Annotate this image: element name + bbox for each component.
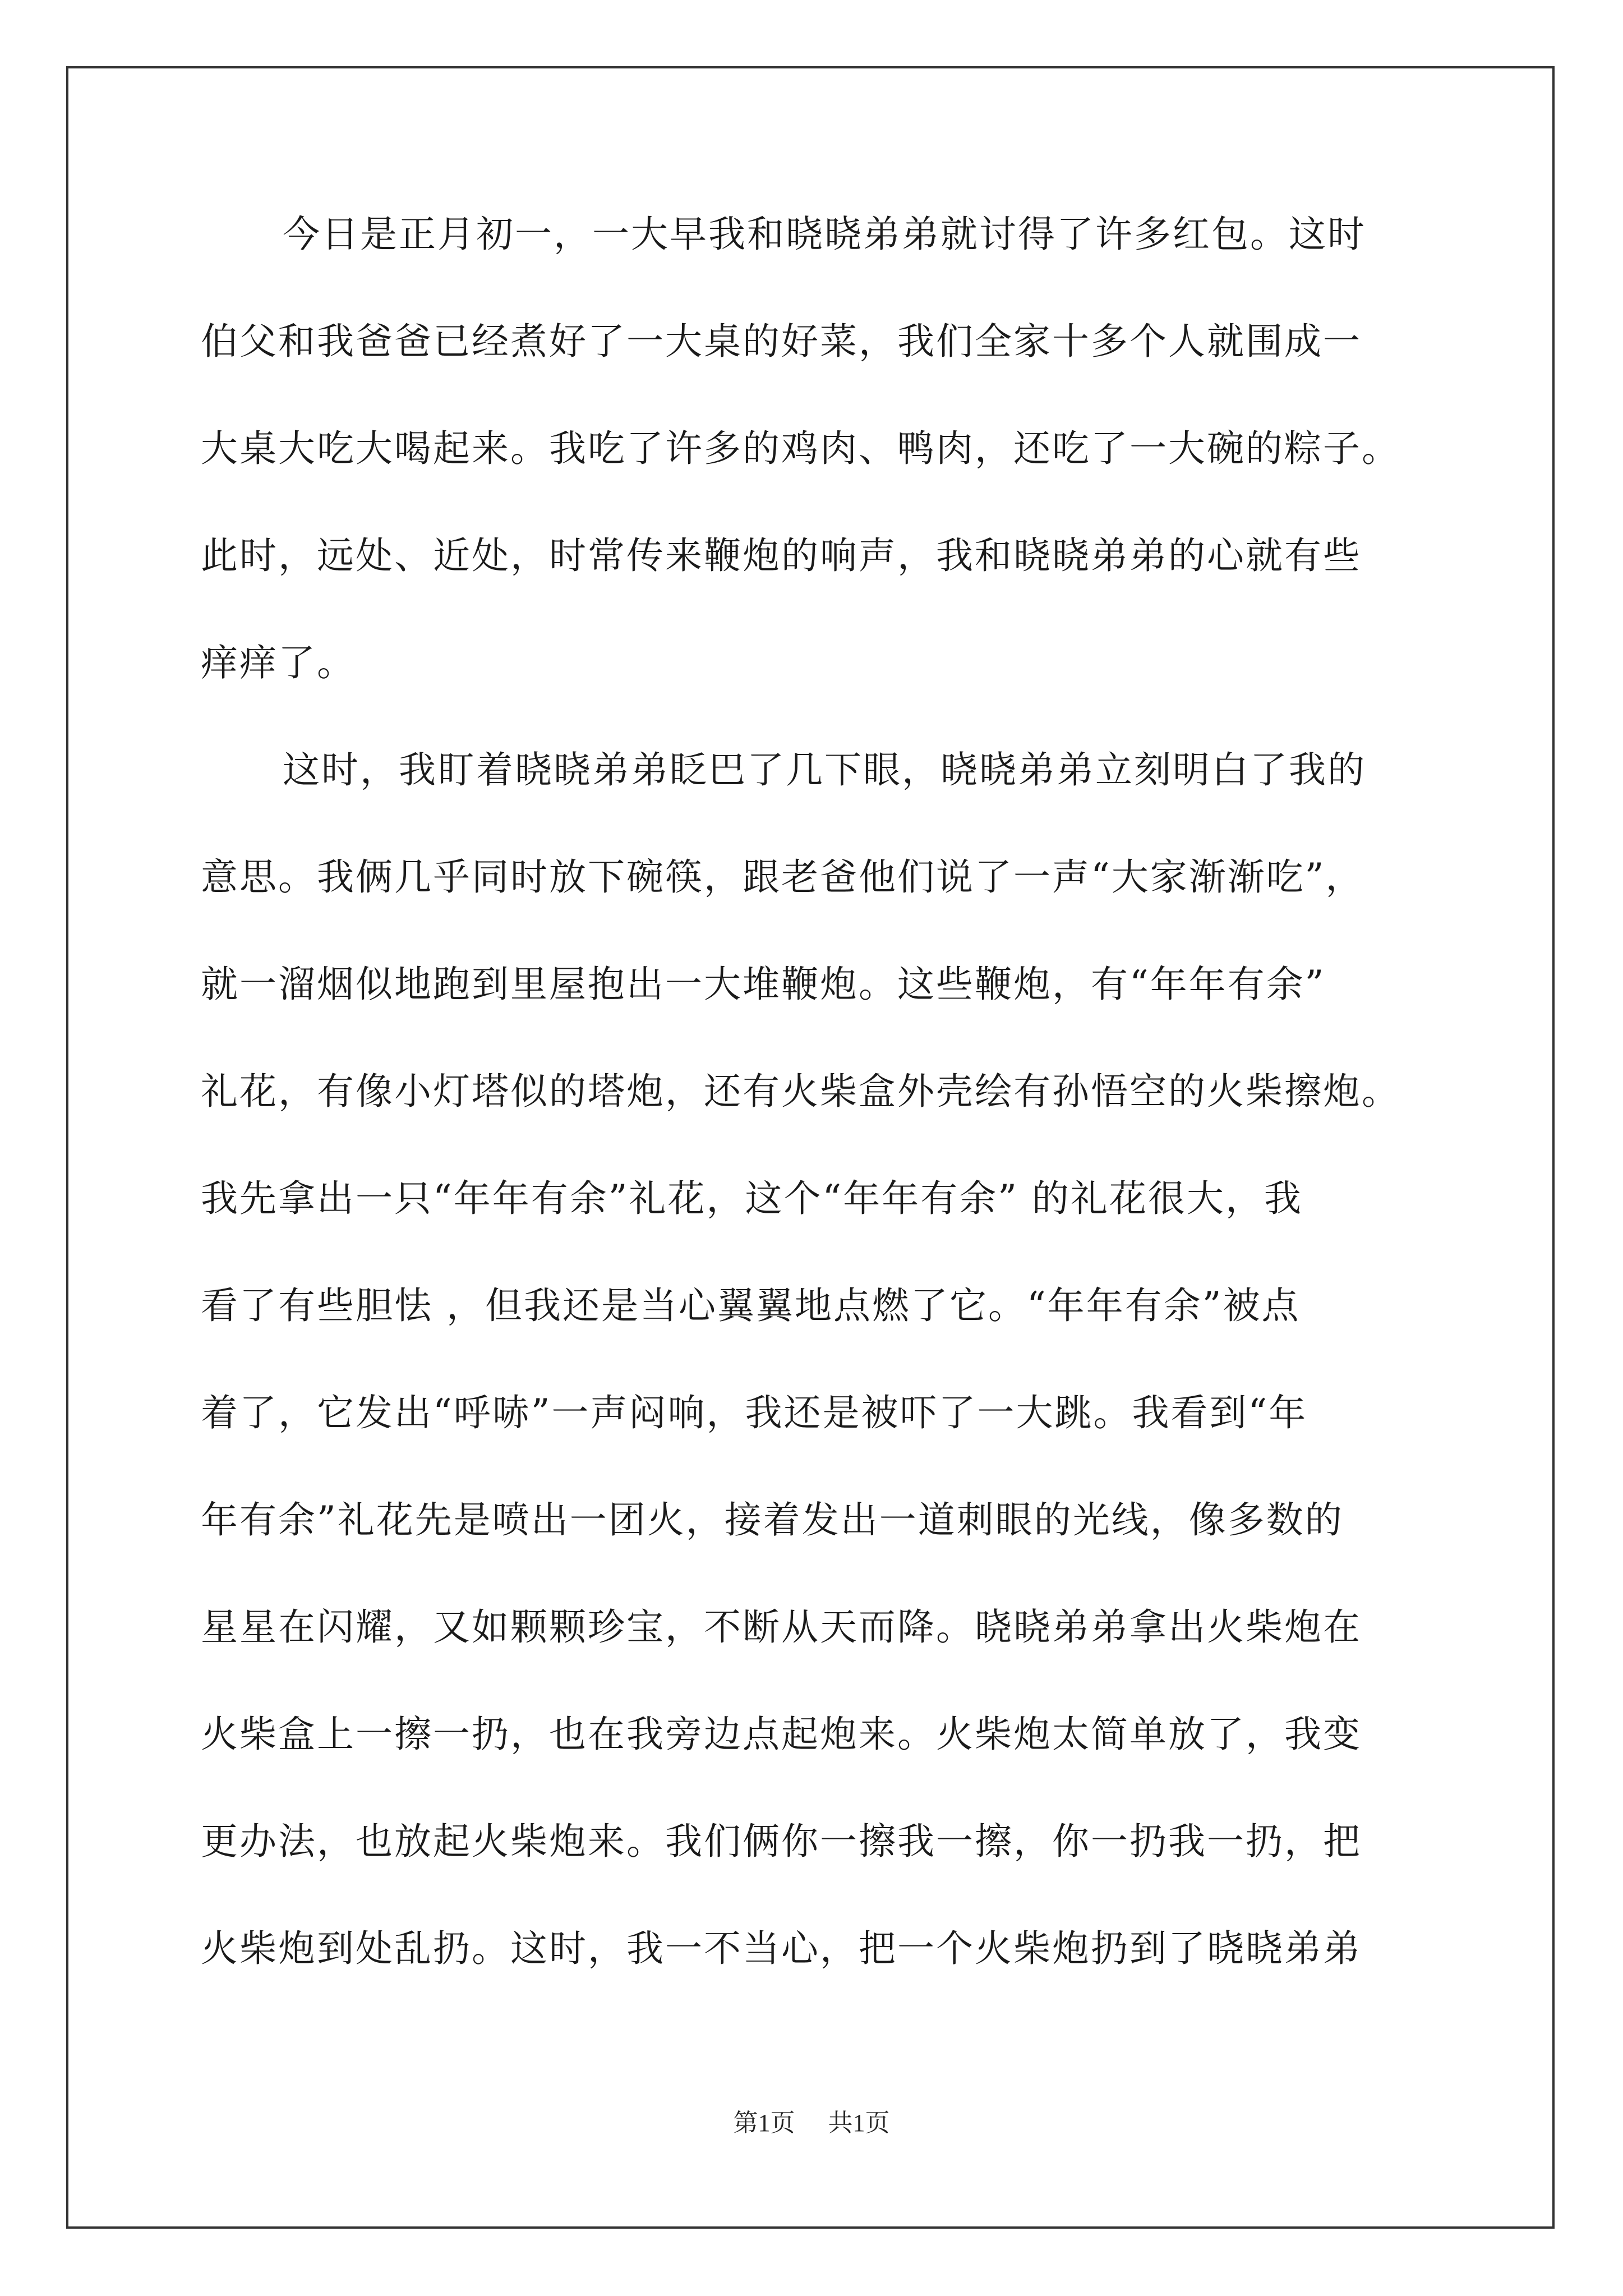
text-line: 年有余”礼花先是喷出一团火，接着发出一道刺眼的光线，像多数的 [201, 1498, 1344, 1542]
text-line: 此时，远处、近处，时常传来鞭炮的响声，我和晓晓弟弟的心就有些 [201, 534, 1362, 577]
text-line: 就一溜烟似地跑到里屋抱出一大堆鞭炮。这些鞭炮，有“年年有余” [201, 963, 1326, 1006]
text-line: 我先拿出一只“年年有余”礼花，这个“年年有余” 的礼花很大，我 [201, 1177, 1303, 1220]
text-line: 这时，我盯着晓晓弟弟眨巴了几下眼，晓晓弟弟立刻明白了我的 [283, 748, 1366, 792]
text-line: 痒痒了。 [201, 641, 356, 684]
paragraph-2 [201, 742, 1423, 2028]
page-number-total: 共1页 [828, 2109, 890, 2137]
page-footer [0, 2102, 1623, 2138]
text-line: 火柴炮到处乱扔。这时，我一不当心，把一个火柴炮扔到了晓晓弟弟 [201, 1927, 1362, 1970]
text-line: 礼花，有像小灯塔似的塔炮，还有火柴盒外壳绘有孙悟空的火柴擦炮。 [201, 1070, 1400, 1113]
text-line: 星星在闪耀，又如颗颗珍宝，不断从天而降。晓晓弟弟拿出火柴炮在 [201, 1605, 1362, 1649]
paragraph-1 [201, 206, 1423, 742]
document-body [201, 206, 1423, 2028]
text-line: 看了有些胆怯 ，但我还是当心翼翼地点燃了它。“年年有余”被点 [201, 1284, 1301, 1327]
text-line: 更办法，也放起火柴炮来。我们俩你一擦我一擦，你一扔我一扔，把 [201, 1820, 1362, 1863]
text-line: 大桌大吃大喝起来。我吃了许多的鸡肉、鸭肉，还吃了一大碗的粽子。 [201, 427, 1400, 470]
text-line: 着了，它发出“呼哧”一声闷响，我还是被吓了一大跳。我看到“年 [201, 1391, 1308, 1434]
page-number-current: 第1页 [733, 2109, 795, 2137]
text-line: 今日是正月初一，一大早我和晓晓弟弟就讨得了许多红包。这时 [283, 213, 1366, 256]
text-line: 意思。我俩几乎同时放下碗筷，跟老爸他们说了一声“大家渐渐吃”， [201, 855, 1364, 899]
text-line: 火柴盒上一擦一扔，也在我旁边点起炮来。火柴炮太简单放了，我变 [201, 1713, 1362, 1756]
text-line: 伯父和我爸爸已经煮好了一大桌的好菜，我们全家十多个人就围成一 [201, 320, 1362, 363]
